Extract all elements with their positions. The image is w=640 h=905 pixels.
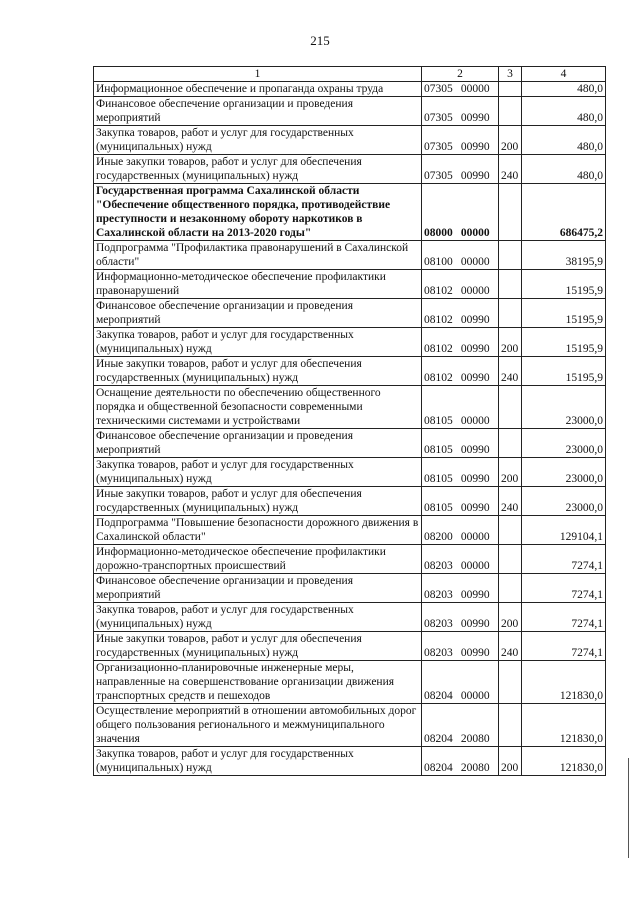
row-code: [422, 516, 499, 545]
row-amount: 121830,0: [522, 704, 606, 747]
row-code-direction: 00000: [460, 531, 490, 543]
row-expense-type: [499, 386, 522, 429]
row-code-program: 08105: [424, 444, 453, 456]
row-code: [422, 747, 499, 776]
table-row: [94, 603, 606, 632]
row-code-program: 08203: [424, 589, 453, 601]
table-row: [94, 487, 606, 516]
row-name: Информационно-методическое обеспечение профилактики дорожно-транспортных происшествий: [94, 545, 422, 574]
table-row: [94, 270, 606, 299]
header-col-4: 4: [522, 67, 606, 82]
row-amount: 7274,1: [522, 603, 606, 632]
row-code-direction: 00000: [460, 415, 490, 427]
row-amount: 121830,0: [522, 747, 606, 776]
row-amount: 15195,9: [522, 328, 606, 357]
row-code: [422, 126, 499, 155]
row-amount: 7274,1: [522, 632, 606, 661]
row-code-direction: 20080: [460, 733, 490, 745]
row-code: [422, 270, 499, 299]
table-row: [94, 704, 606, 747]
row-name: Информационно-методическое обеспечение профилактики правонарушений: [94, 270, 422, 299]
row-code: [422, 97, 499, 126]
row-code: [422, 184, 499, 241]
row-name: Осуществление мероприятий в отношении автомобильных дорог общего пользования регионального и межмуниципального значения: [94, 704, 422, 747]
row-code: [422, 632, 499, 661]
row-expense-type: [499, 661, 522, 704]
row-amount: 129104,1: [522, 516, 606, 545]
header-row: [94, 67, 606, 82]
table-row: [94, 386, 606, 429]
row-name: Государственная программа Сахалинской области "Обеспечение общественного порядка, противодействие преступности и незаконному обороту наркотиков в Сахалинской области на 2013-2020 годы": [94, 184, 422, 241]
row-code-direction: 00000: [460, 256, 490, 268]
budget-table: [93, 66, 606, 776]
row-expense-type: 200: [499, 458, 522, 487]
row-name: Закупка товаров, работ и услуг для государственных (муниципальных) нужд: [94, 126, 422, 155]
row-name: Иные закупки товаров, работ и услуг для обеспечения государственных (муниципальных) нужд: [94, 155, 422, 184]
row-code-program: 08204: [424, 690, 453, 702]
row-expense-type: [499, 429, 522, 458]
table-row: [94, 545, 606, 574]
row-expense-type: [499, 82, 522, 97]
row-expense-type: [499, 97, 522, 126]
row-code-program: 08203: [424, 560, 453, 572]
table-row: [94, 357, 606, 386]
row-code-direction: 00990: [460, 618, 490, 630]
table-row: [94, 184, 606, 241]
row-amount: 15195,9: [522, 299, 606, 328]
row-amount: 23000,0: [522, 429, 606, 458]
row-code: [422, 357, 499, 386]
row-code: [422, 545, 499, 574]
row-expense-type: 200: [499, 747, 522, 776]
row-name: Иные закупки товаров, работ и услуг для обеспечения государственных (муниципальных) нужд: [94, 487, 422, 516]
row-amount: 121830,0: [522, 661, 606, 704]
table-row: [94, 299, 606, 328]
row-code-program: 07305: [424, 141, 453, 153]
header-col-1: 1: [94, 67, 422, 82]
row-expense-type: [499, 270, 522, 299]
row-code-program: 08203: [424, 618, 453, 630]
header-col-2: 2: [422, 67, 499, 82]
margin-mark: [628, 758, 629, 858]
row-code: [422, 661, 499, 704]
row-expense-type: [499, 545, 522, 574]
row-amount: 15195,9: [522, 357, 606, 386]
table-row: [94, 328, 606, 357]
table-row: [94, 574, 606, 603]
row-code: [422, 574, 499, 603]
table-row: [94, 458, 606, 487]
row-code-direction: 20080: [460, 762, 490, 774]
row-code-program: 08102: [424, 343, 453, 355]
row-name: Финансовое обеспечение организации и проведения мероприятий: [94, 97, 422, 126]
row-code-program: 08102: [424, 285, 453, 297]
row-amount: 7274,1: [522, 545, 606, 574]
row-code-direction: 00000: [460, 227, 490, 239]
row-expense-type: 240: [499, 155, 522, 184]
row-expense-type: 240: [499, 487, 522, 516]
row-amount: 15195,9: [522, 270, 606, 299]
row-code-direction: 00000: [460, 285, 490, 297]
table-row: [94, 747, 606, 776]
row-expense-type: 240: [499, 357, 522, 386]
row-name: Подпрограмма "Профилактика правонарушений в Сахалинской области": [94, 241, 422, 270]
row-code-program: 08105: [424, 473, 453, 485]
row-amount: 480,0: [522, 97, 606, 126]
row-code-program: 07305: [424, 170, 453, 182]
row-code-direction: 00990: [460, 473, 490, 485]
row-code-direction: 00990: [460, 170, 490, 182]
row-code-direction: 00990: [460, 502, 490, 514]
table-row: [94, 661, 606, 704]
row-code-direction: 00990: [460, 343, 490, 355]
row-name: Финансовое обеспечение организации и проведения мероприятий: [94, 299, 422, 328]
row-code: [422, 603, 499, 632]
row-code: [422, 386, 499, 429]
row-code: [422, 155, 499, 184]
row-code-direction: 00990: [460, 589, 490, 601]
row-code-direction: 00990: [460, 444, 490, 456]
row-amount: 480,0: [522, 126, 606, 155]
row-code: [422, 429, 499, 458]
row-expense-type: [499, 516, 522, 545]
row-amount: 23000,0: [522, 386, 606, 429]
row-expense-type: [499, 241, 522, 270]
row-code-direction: 00000: [460, 560, 490, 572]
page-number: 215: [310, 33, 330, 48]
row-code-direction: 00990: [460, 112, 490, 124]
row-code-program: 08100: [424, 256, 453, 268]
row-name: Иные закупки товаров, работ и услуг для обеспечения государственных (муниципальных) нужд: [94, 357, 422, 386]
row-code: [422, 82, 499, 97]
row-amount: 23000,0: [522, 487, 606, 516]
table-row: [94, 241, 606, 270]
row-name: Финансовое обеспечение организации и проведения мероприятий: [94, 574, 422, 603]
table-row: [94, 632, 606, 661]
row-name: Организационно-планировочные инженерные меры, направленные на совершенствование организации движения транспортных средств и пешеходов: [94, 661, 422, 704]
table-row: [94, 155, 606, 184]
row-code: [422, 458, 499, 487]
row-name: Оснащение деятельности по обеспечению общественного порядка и общественной безопасности современными техническими системами и устройствами: [94, 386, 422, 429]
row-name: Закупка товаров, работ и услуг для государственных (муниципальных) нужд: [94, 747, 422, 776]
row-amount: 686475,2: [522, 184, 606, 241]
row-code-direction: 00000: [460, 83, 490, 95]
row-name: Подпрограмма "Повышение безопасности дорожного движения в Сахалинской области": [94, 516, 422, 545]
row-code-program: 08000: [424, 227, 453, 239]
table-row: [94, 97, 606, 126]
row-code-direction: 00990: [460, 372, 490, 384]
row-amount: 7274,1: [522, 574, 606, 603]
row-name: Финансовое обеспечение организации и проведения мероприятий: [94, 429, 422, 458]
row-amount: 23000,0: [522, 458, 606, 487]
row-expense-type: [499, 574, 522, 603]
row-amount: 38195,9: [522, 241, 606, 270]
row-amount: 480,0: [522, 155, 606, 184]
table-body: [94, 82, 606, 776]
row-code-direction: 00990: [460, 647, 490, 659]
row-code-program: 08105: [424, 502, 453, 514]
row-amount: 480,0: [522, 82, 606, 97]
table-row: [94, 126, 606, 155]
row-expense-type: [499, 299, 522, 328]
table-row: [94, 429, 606, 458]
row-expense-type: 200: [499, 328, 522, 357]
row-code: [422, 299, 499, 328]
row-code-program: 08204: [424, 762, 453, 774]
row-expense-type: 200: [499, 603, 522, 632]
row-code: [422, 328, 499, 357]
row-code-program: 08200: [424, 531, 453, 543]
row-expense-type: [499, 184, 522, 241]
row-code: [422, 241, 499, 270]
header-col-3: 3: [499, 67, 522, 82]
row-code-direction: 00990: [460, 141, 490, 153]
row-name: Закупка товаров, работ и услуг для государственных (муниципальных) нужд: [94, 328, 422, 357]
table-row: [94, 516, 606, 545]
row-name: Закупка товаров, работ и услуг для государственных (муниципальных) нужд: [94, 458, 422, 487]
row-name: Иные закупки товаров, работ и услуг для обеспечения государственных (муниципальных) нужд: [94, 632, 422, 661]
row-code: [422, 704, 499, 747]
row-code-direction: 00990: [460, 314, 490, 326]
row-code-program: 08102: [424, 314, 453, 326]
row-expense-type: 240: [499, 632, 522, 661]
row-code-program: 07305: [424, 112, 453, 124]
row-code-program: 07305: [424, 83, 453, 95]
row-code: [422, 487, 499, 516]
row-expense-type: 200: [499, 126, 522, 155]
row-code-direction: 00000: [460, 690, 490, 702]
row-code-program: 08204: [424, 733, 453, 745]
row-name: Закупка товаров, работ и услуг для государственных (муниципальных) нужд: [94, 603, 422, 632]
row-expense-type: [499, 704, 522, 747]
row-code-program: 08102: [424, 372, 453, 384]
row-code-program: 08203: [424, 647, 453, 659]
row-name: Информационное обеспечение и пропаганда охраны труда: [94, 82, 422, 97]
row-code-program: 08105: [424, 415, 453, 427]
table-row: [94, 82, 606, 97]
